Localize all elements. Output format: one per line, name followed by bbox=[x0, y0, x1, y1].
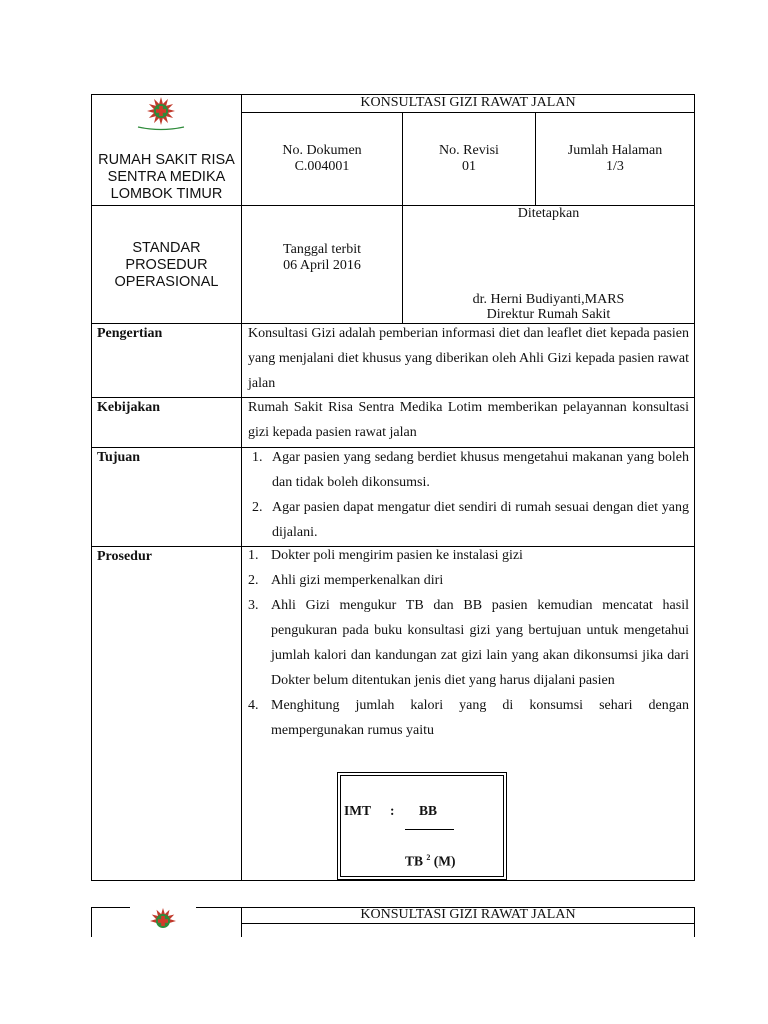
sop-label: STANDAR PROSEDUR OPERASIONAL bbox=[114, 240, 219, 290]
pengertian-text: Konsultasi Gizi adalah pemberian informasi diet dan leaflet diet kepada pasien yang menjalani diet khusus yang diberikan oleh Ahli Gizi kepada pasien rawat jalan bbox=[248, 326, 689, 391]
column-divider bbox=[241, 94, 242, 881]
formula-numerator: BB bbox=[419, 803, 438, 818]
revision-number: No. Revisi 01 bbox=[439, 143, 499, 174]
signer-name: dr. Herni Budiyanti,MARS bbox=[472, 292, 625, 307]
table-border-left bbox=[91, 94, 92, 881]
kebijakan-label: Kebijakan bbox=[97, 400, 161, 415]
formula-colon: : bbox=[390, 803, 395, 818]
list-item: 1. Dokter poli mengirim pasien ke instalasi gizi bbox=[248, 548, 523, 563]
kebijakan-text: Rumah Sakit Risa Sentra Medika Lotim memberikan pelayannan konsultasi gizi kepada pasien rawat jalan bbox=[248, 400, 689, 440]
next-page-border-right bbox=[694, 907, 695, 937]
document-number: No. Dokumen C.004001 bbox=[282, 143, 362, 174]
prosedur-list bbox=[248, 543, 689, 743]
list-item: 2. Agar pasien dapat mengatur diet sendiri di rumah sesuai dengan diet yang dijalani. bbox=[252, 500, 689, 540]
tujuan-list bbox=[248, 445, 689, 545]
prosedur-label: Prosedur bbox=[97, 549, 152, 564]
title-row-divider bbox=[241, 112, 695, 113]
list-item: 4. Menghitung jumlah kalori yang di konsumsi sehari dengan mempergunakan rumus yaitu bbox=[248, 698, 689, 738]
issue-date: Tanggal terbit 06 April 2016 bbox=[283, 242, 361, 273]
pengertian-label: Pengertian bbox=[97, 326, 163, 341]
approved-label: Ditetapkan bbox=[517, 206, 580, 221]
formula-denominator: TB $^2$ (M) bbox=[405, 853, 456, 869]
page-count: Jumlah Halaman 1/3 bbox=[567, 143, 663, 174]
list-item: 1. Agar pasien yang sedang berdiet khusus mengetahui makanan yang boleh dan tidak boleh dikonsumsi. bbox=[252, 450, 689, 490]
table-border-bottom bbox=[91, 880, 695, 881]
tujuan-label: Tujuan bbox=[97, 450, 141, 465]
list-item: 3. Ahli Gizi mengukur TB dan BB pasien kemudian mencatat hasil pengukuran pada buku konsultasi gizi yang bertujuan untuk mengetahui jumlah kalori dan kandungan zat gizi lain yang akan dikonsumsi jika dari Dokter belum ditentukan jenis diet yang harus dijalani pasien bbox=[248, 598, 689, 688]
next-page-title-divider bbox=[241, 923, 695, 924]
signer-title: Direktur Rumah Sakit bbox=[486, 307, 611, 322]
hospital-logo bbox=[130, 96, 192, 132]
hospital-name: RUMAH SAKIT RISA SENTRA MEDIKA LOMBOK TIMUR bbox=[98, 152, 235, 202]
hospital-logo bbox=[134, 907, 192, 931]
next-page-border-left bbox=[91, 907, 92, 937]
list-item: 2. Ahli gizi memperkenalkan diri bbox=[248, 573, 444, 588]
table-border-right bbox=[694, 94, 695, 881]
formula-fraction-bar bbox=[405, 829, 454, 830]
document-title: KONSULTASI GIZI RAWAT JALAN bbox=[360, 95, 576, 110]
formula-lhs: IMT bbox=[344, 803, 371, 818]
next-page-title: KONSULTASI GIZI RAWAT JALAN bbox=[360, 907, 576, 922]
